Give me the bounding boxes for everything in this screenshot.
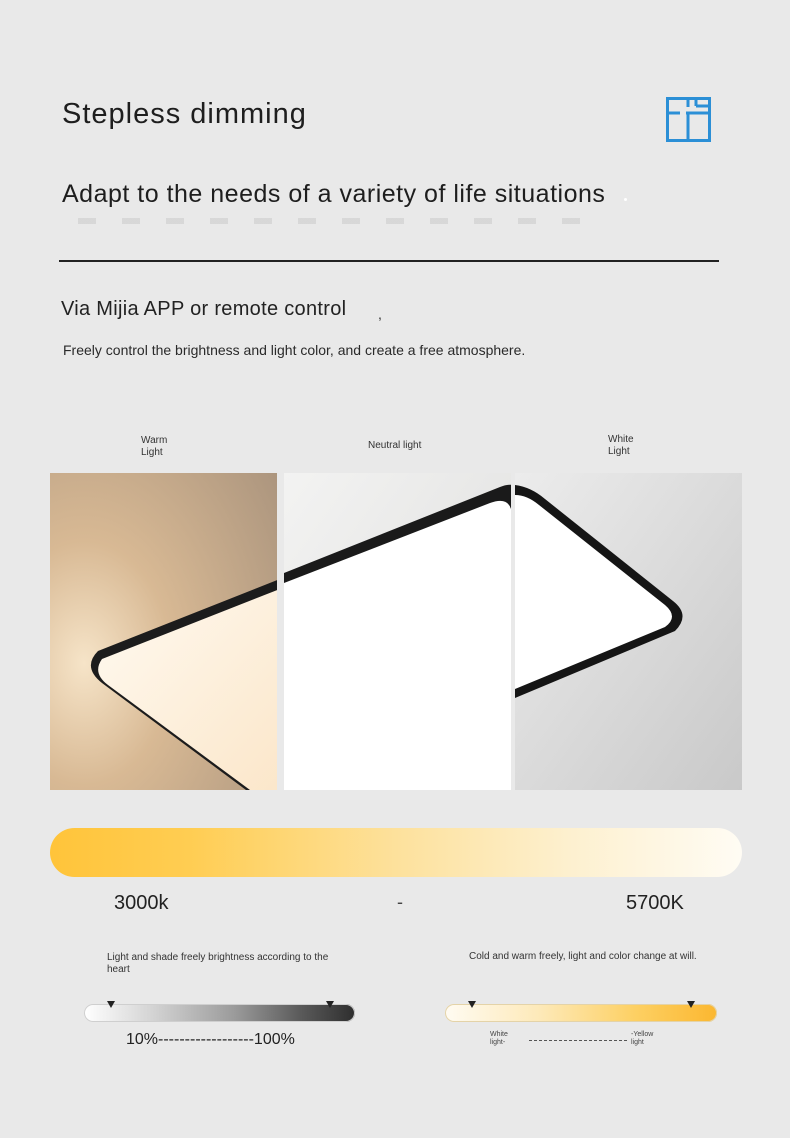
white-light-photo xyxy=(515,473,742,790)
page-title: Stepless dimming xyxy=(62,98,307,130)
control-description: Freely control the brightness and light color, and create a free atmosphere. xyxy=(63,342,526,358)
color-yellow-marker[interactable] xyxy=(687,1001,695,1008)
brightness-min-marker[interactable] xyxy=(107,1001,115,1008)
mode-label-warm: Warm Light xyxy=(141,435,168,458)
color-change-caption: Cold and warm freely, light and color change at will. xyxy=(469,951,697,962)
color-range-dashes xyxy=(529,1040,627,1041)
color-temperature-bar xyxy=(50,828,742,877)
brightness-max-marker[interactable] xyxy=(326,1001,334,1008)
mode-label-white: White Light xyxy=(608,434,634,457)
white-light-label: White light- xyxy=(490,1031,508,1046)
color-white-marker[interactable] xyxy=(468,1001,476,1008)
floor-plan-icon xyxy=(666,97,711,142)
temp-separator: - xyxy=(397,892,403,912)
control-heading-trail: , xyxy=(378,306,382,322)
control-heading: Via Mijia APP or remote control xyxy=(61,298,347,320)
color-slider[interactable] xyxy=(445,1004,717,1022)
brightness-slider[interactable] xyxy=(84,1004,355,1022)
temp-high-label: 5700K xyxy=(626,892,684,914)
faded-text-line xyxy=(78,218,598,224)
decorative-dot xyxy=(624,198,627,201)
page-subtitle: Adapt to the needs of a variety of life situations xyxy=(62,180,606,208)
section-divider xyxy=(59,260,719,262)
warm-light-photo xyxy=(50,473,277,790)
brightness-caption: Light and shade freely brightness according to the heart xyxy=(107,952,329,975)
temp-low-label: 3000k xyxy=(114,892,169,914)
brightness-range-text: 10%------------------100% xyxy=(126,1031,295,1048)
neutral-light-photo xyxy=(284,473,511,790)
mode-label-neutral: Neutral light xyxy=(368,440,422,451)
yellow-light-label: -Yellow light xyxy=(631,1031,654,1046)
